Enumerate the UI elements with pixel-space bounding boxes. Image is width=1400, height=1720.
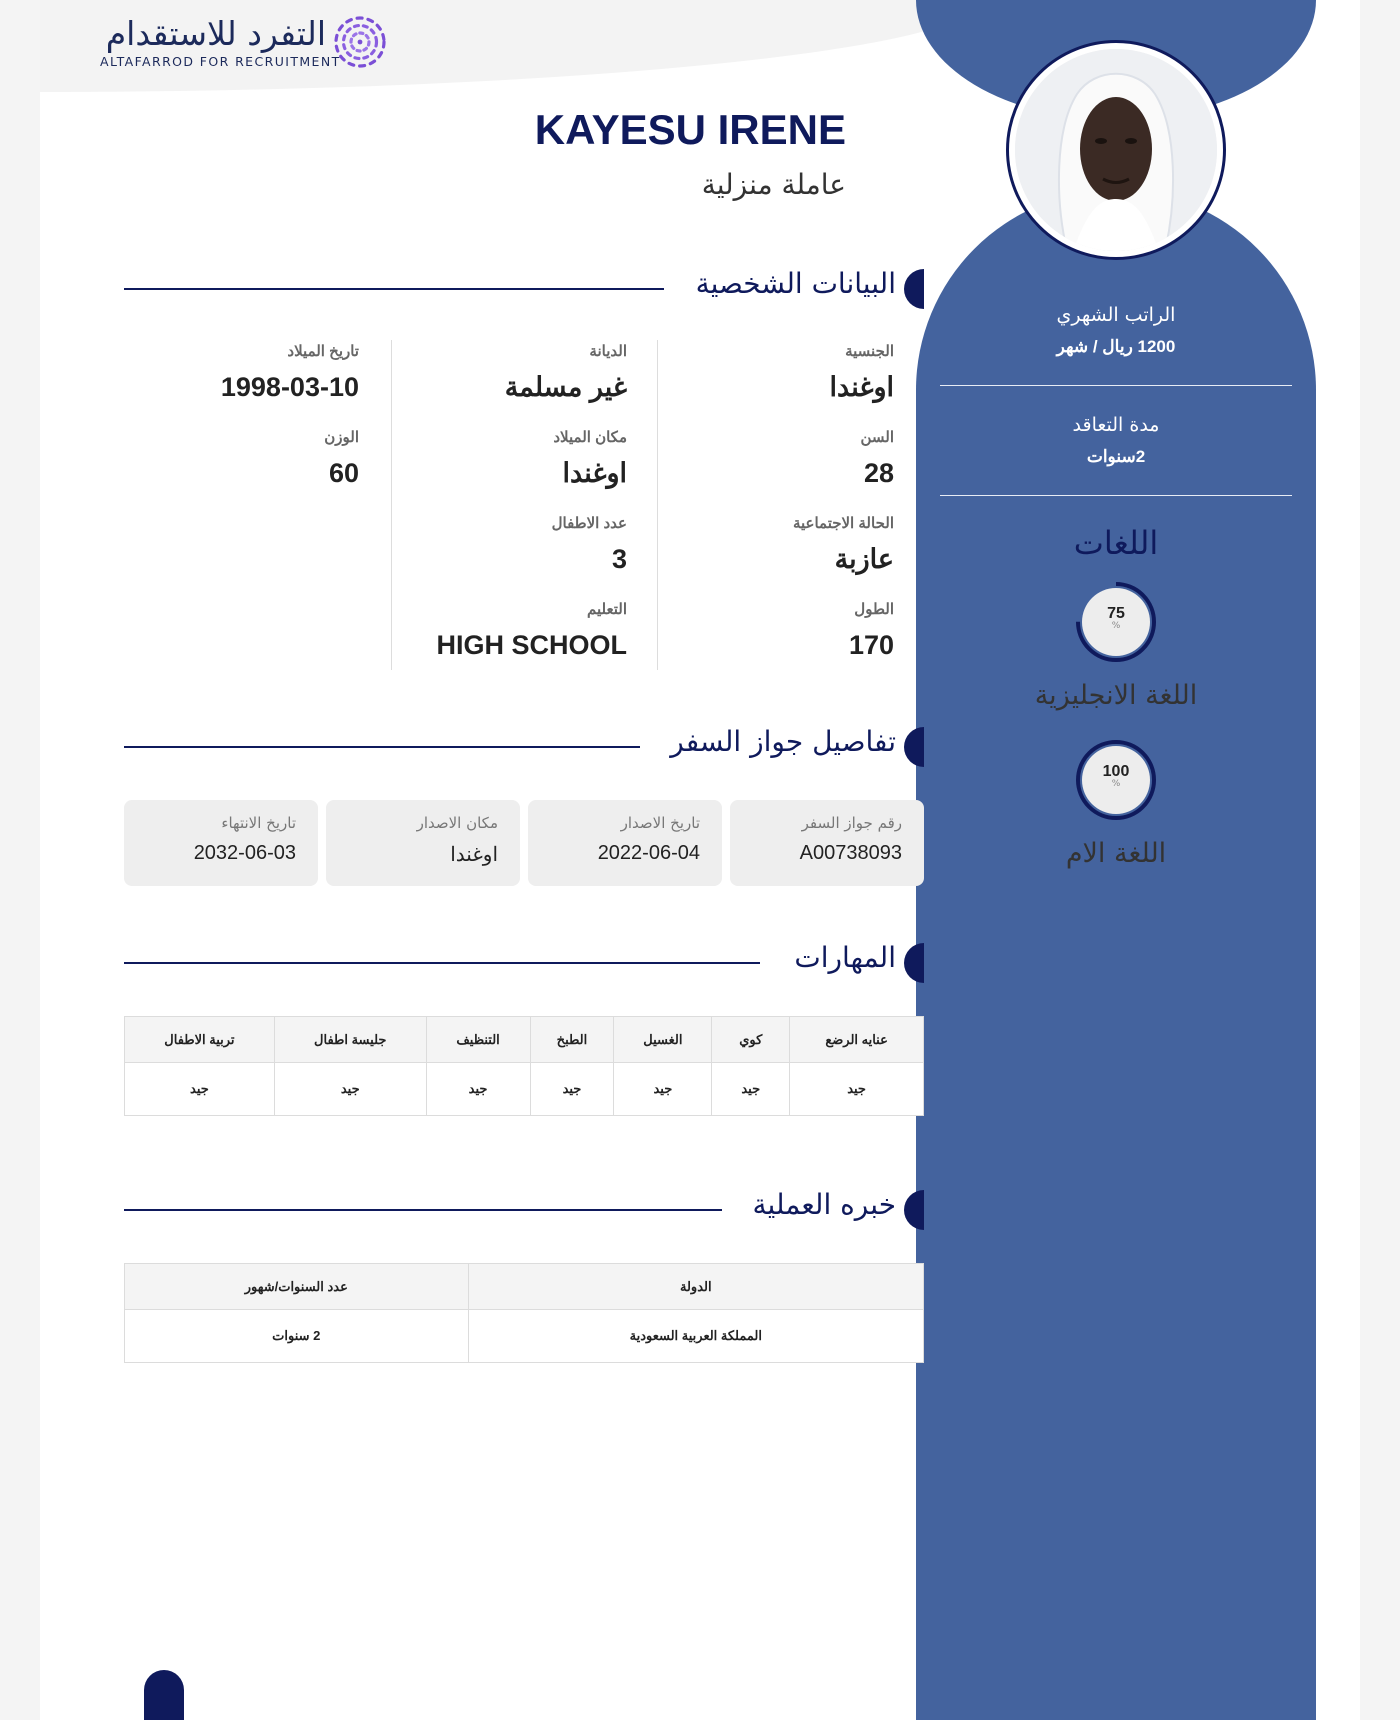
sidebar-divider (940, 385, 1292, 386)
info-value: 3 (611, 544, 627, 574)
section-header-experience (124, 1188, 924, 1232)
table-cell: جيد (712, 1063, 790, 1116)
sidebar-divider (940, 495, 1292, 496)
info-value: 60 (328, 458, 359, 488)
info-value: غير مسلمة (504, 372, 627, 402)
info-value: عازبة (834, 544, 894, 574)
language-name: اللغة الام (1065, 838, 1167, 869)
info-height (849, 600, 894, 661)
gauge-unit: % (1111, 779, 1121, 789)
languages-title: اللغات (1073, 524, 1159, 562)
section-header-passport (124, 725, 924, 769)
cv-page (40, 0, 1360, 1720)
table-header-row (125, 1017, 924, 1063)
info-weight (324, 428, 359, 489)
gauge-value: 75 (1107, 605, 1125, 622)
info-children (552, 514, 627, 575)
card-value: 2022-06-04 (597, 842, 700, 864)
passport-issue-place-card (326, 800, 520, 886)
info-column (392, 340, 658, 670)
section-title: خبره العملية (752, 1188, 896, 1221)
info-value: 170 (848, 630, 894, 660)
experience-table (124, 1263, 924, 1363)
sidebar (916, 0, 1316, 1720)
section-marker (904, 727, 924, 767)
passport-number-card (730, 800, 924, 886)
table-header-cell: التنظيف (426, 1017, 530, 1063)
info-column (124, 340, 392, 670)
section-marker (904, 269, 924, 309)
table-cell: جيد (790, 1063, 924, 1116)
info-education (436, 600, 627, 661)
page-decoration-pill (144, 1670, 184, 1720)
table-cell: جيد (274, 1063, 426, 1116)
table-cell: 2 سنوات (125, 1310, 469, 1363)
profile-photo (1015, 49, 1217, 251)
info-label: الطول (854, 601, 894, 618)
section-marker (904, 943, 924, 983)
card-value: 2032-06-03 (193, 842, 296, 864)
passport-cards (124, 800, 924, 886)
info-nationality (830, 342, 894, 403)
logo-mark-icon (332, 14, 388, 70)
info-label: التعليم (587, 601, 627, 618)
section-marker (904, 1190, 924, 1230)
table-header-cell: تربية الاطفال (125, 1017, 275, 1063)
table-header-cell: جليسة اطفال (274, 1017, 426, 1063)
contract-label: مدة التعاقد (1072, 414, 1160, 436)
salary-value: 1200 ريال / شهر (1056, 337, 1176, 356)
card-label: مكان الاصدار (416, 814, 498, 832)
table-header-row (125, 1264, 924, 1310)
table-header-cell: الطبخ (530, 1017, 614, 1063)
info-birthplace (553, 428, 627, 489)
section-title: البيانات الشخصية (695, 267, 896, 300)
job-title: عاملة منزلية (701, 168, 846, 201)
section-title: تفاصيل جواز السفر (670, 725, 896, 758)
info-label: تاريخ الميلاد (287, 343, 359, 360)
card-value: اوغندا (450, 844, 498, 866)
section-title: المهارات (794, 941, 896, 974)
info-value: اوغندا (829, 372, 894, 402)
info-value: HIGH SCHOOL (436, 630, 627, 660)
section-header-personal (124, 267, 924, 311)
card-label: تاريخ الانتهاء (221, 814, 296, 832)
info-label: عدد الاطفال (551, 515, 627, 532)
logo-english-text: ALTAFARROD FOR RECRUITMENT (100, 54, 341, 69)
info-label: الجنسية (845, 343, 894, 360)
section-rule (124, 1209, 722, 1211)
table-cell: جيد (530, 1063, 614, 1116)
card-label: تاريخ الاصدار (620, 814, 700, 832)
language-gauge (1073, 579, 1159, 665)
personal-info-grid (124, 340, 924, 670)
info-value: 28 (863, 458, 894, 488)
gauge-value: 100 (1102, 763, 1130, 780)
info-marital (793, 514, 894, 575)
info-label: الحالة الاجتماعية (792, 515, 894, 532)
section-rule (124, 746, 640, 748)
language-name: اللغة الانجليزية (1034, 680, 1198, 711)
table-header-cell: الغسيل (614, 1017, 712, 1063)
profile-photo-frame (1006, 40, 1226, 260)
passport-expiry-card (124, 800, 318, 886)
info-value: 1998-03-10 (220, 372, 359, 402)
section-rule (124, 288, 664, 290)
info-label: مكان الميلاد (553, 429, 627, 446)
company-logo (100, 14, 400, 74)
table-cell: جيد (426, 1063, 530, 1116)
section-rule (124, 962, 760, 964)
card-value: A00738093 (799, 842, 902, 864)
info-column (658, 340, 924, 670)
gauge-center (1082, 588, 1150, 656)
table-row (125, 1063, 924, 1116)
logo-arabic-text: التفرد للاستقدام (105, 14, 326, 53)
skills-table (124, 1016, 924, 1116)
candidate-name: KAYESU IRENE (534, 106, 846, 153)
table-cell: المملكة العربية السعودية (468, 1310, 923, 1363)
gauge-center (1082, 746, 1150, 814)
info-label: الديانة (589, 343, 627, 360)
gauge-unit: % (1111, 621, 1121, 631)
person-photo-icon (1015, 49, 1217, 251)
table-header-cell: كوي (712, 1017, 790, 1063)
info-birthdate (221, 342, 359, 403)
card-label: رقم جواز السفر (801, 814, 902, 832)
info-label: الوزن (324, 429, 359, 446)
table-header-cell: عدد السنوات/شهور (125, 1264, 469, 1310)
table-cell: جيد (614, 1063, 712, 1116)
language-gauge (1073, 737, 1159, 823)
info-religion (505, 342, 627, 403)
info-label: السن (860, 429, 894, 446)
table-cell: جيد (125, 1063, 275, 1116)
contract-value: 2سنوات (1086, 447, 1146, 466)
table-header-cell: الدولة (468, 1264, 923, 1310)
info-age (860, 428, 894, 489)
table-row (125, 1310, 924, 1363)
info-value: اوغندا (562, 458, 627, 488)
passport-issue-date-card (528, 800, 722, 886)
salary-label: الراتب الشهري (1056, 304, 1176, 326)
table-header-cell: عنايه الرضع (790, 1017, 924, 1063)
section-header-skills (124, 941, 924, 985)
